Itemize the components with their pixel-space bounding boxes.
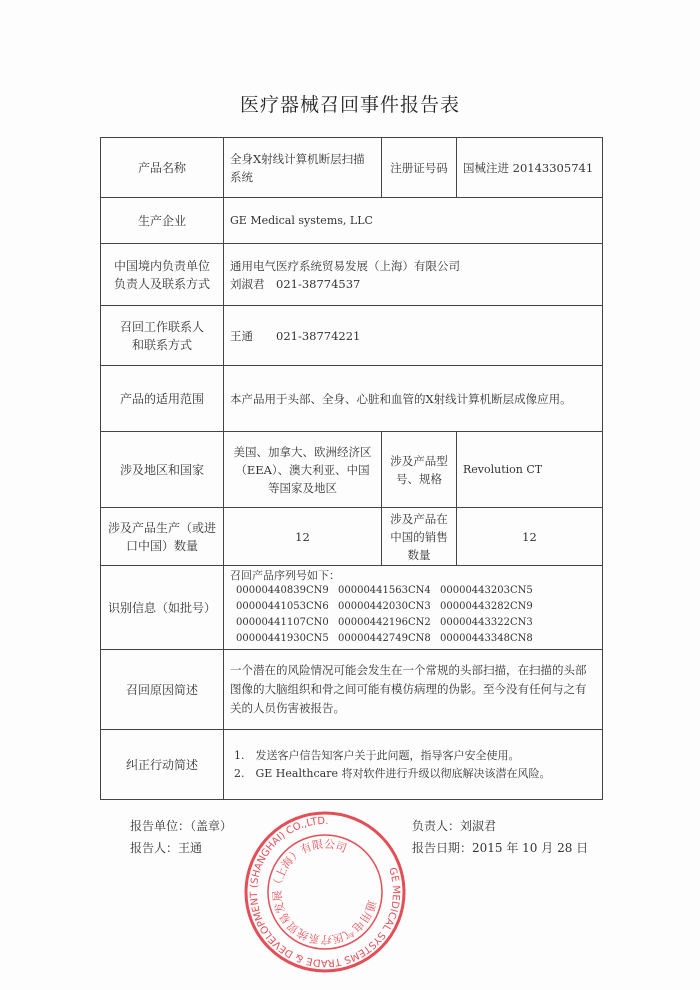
footer-date: 报告日期：2015 年 10 月 28 日 (412, 841, 589, 855)
label-registration: 注册证号码 (382, 138, 457, 198)
label-china-quantity: 涉及产品在中国的销售数量 (382, 508, 457, 566)
row-manufacturer (101, 198, 603, 244)
value-action (224, 730, 603, 800)
label-line: 中国境内负责单位 (113, 258, 210, 273)
serial-number: 00000440839CN9 (236, 585, 329, 596)
action-item: 2. GE Healthcare 将对软件进行升级以彻底解决该潜在风险。 (234, 766, 551, 780)
label-recall-contact (101, 306, 224, 366)
value-reason: 一个潜在的风险情况可能会发生在一个常规的头部扫描，在扫描的头部图像的大脑组织和骨之间可能有模仿病理的伪影。至今没有任何与之有关的人员伤害被报告。 (224, 650, 603, 730)
serial-number: 00000441563CN4 (338, 585, 431, 596)
label-scope: 产品的适用范围 (101, 366, 224, 432)
svg-text:GE MEDICAL SYSTEMS TRADE & DEV: GE MEDICAL SYSTEMS TRADE & DEVELOPMENT (SHANGHAI) CO.,LTD. (248, 815, 402, 969)
agent-company: 通用电气医疗系统贸易发展（上海）有限公司 (230, 258, 460, 273)
value-identification (224, 566, 603, 650)
label-model: 涉及产品型号、规格 (382, 432, 457, 508)
serial-number: 00000441930CN5 (236, 633, 329, 644)
serial-number: 00000443203CN5 (440, 585, 533, 596)
label-line: 和联系方式 (131, 337, 192, 352)
value-registration: 国械注进 20143305741 (457, 138, 603, 198)
footer-reporter: 报告人：王通 (130, 841, 203, 855)
row-quantity (101, 508, 603, 566)
serial-number: 00000442749CN8 (338, 633, 431, 644)
label-reason: 召回原因简述 (101, 650, 224, 730)
label-line: 召回工作联系人 (119, 319, 204, 334)
row-regions (101, 432, 603, 508)
value-recall-contact: 王通 021-38774221 (224, 306, 603, 366)
label-quantity: 涉及产品生产（或进口中国）数量 (101, 508, 224, 566)
label-line: 负责人及联系方式 (113, 276, 210, 291)
serial-list (230, 583, 596, 647)
label-manufacturer: 生产企业 (101, 198, 224, 244)
serial-number: 00000442030CN3 (338, 601, 431, 612)
serials-intro: 召回产品序列号如下： (230, 569, 340, 582)
row-identification (101, 566, 603, 650)
label-identification: 识别信息（如批号） (101, 566, 224, 650)
value-manufacturer: GE Medical systems, LLC (224, 198, 603, 244)
footer-responsible: 负责人：刘淑君 (412, 819, 497, 833)
company-seal (243, 810, 407, 974)
value-regions: 美国、加拿大、欧洲经济区（EEA）、澳大利亚、中国等国家及地区 (224, 432, 382, 508)
agent-contact: 刘淑君 021-38774537 (230, 276, 361, 291)
label-product-name: 产品名称 (101, 138, 224, 198)
value-china-agent (224, 244, 603, 306)
serial-number: 00000443282CN9 (440, 601, 533, 612)
row-reason (101, 650, 603, 730)
value-model: Revolution CT (457, 432, 603, 508)
report-table (100, 137, 603, 800)
serial-number: 00000443322CN3 (440, 617, 533, 628)
footer-unit: 报告单位：（盖章） (130, 819, 233, 833)
serial-number: 00000441053CN6 (236, 601, 329, 612)
row-product-name (101, 138, 603, 198)
serial-number: 00000442196CN2 (338, 617, 431, 628)
row-scope (101, 366, 603, 432)
label-china-agent (101, 244, 224, 306)
serial-number: 00000443348CN8 (440, 633, 533, 644)
serial-number: 00000441107CN0 (236, 617, 329, 628)
label-action: 纠正行动简述 (101, 730, 224, 800)
report-body (100, 137, 603, 969)
row-action (101, 730, 603, 800)
value-product-name: 全身X射线计算机断层扫描系统 (224, 138, 382, 198)
value-quantity: 12 (224, 508, 382, 566)
row-recall-contact (101, 306, 603, 366)
svg-text:通用电气医疗系统贸易发展（上海）有限公司: 通用电气医疗系统贸易发展（上海）有限公司 (270, 837, 379, 947)
report-footer (100, 815, 603, 969)
action-item: 1. 发送客户信告知客户关于此问题，指导客户安全使用。 (234, 748, 520, 762)
value-china-quantity: 12 (457, 508, 603, 566)
value-scope: 本产品用于头部、全身、心脏和血管的X射线计算机断层成像应用。 (224, 366, 603, 432)
page-title: 医疗器械召回事件报告表 (239, 94, 460, 116)
row-china-agent (101, 244, 603, 306)
label-regions: 涉及地区和国家 (101, 432, 224, 508)
